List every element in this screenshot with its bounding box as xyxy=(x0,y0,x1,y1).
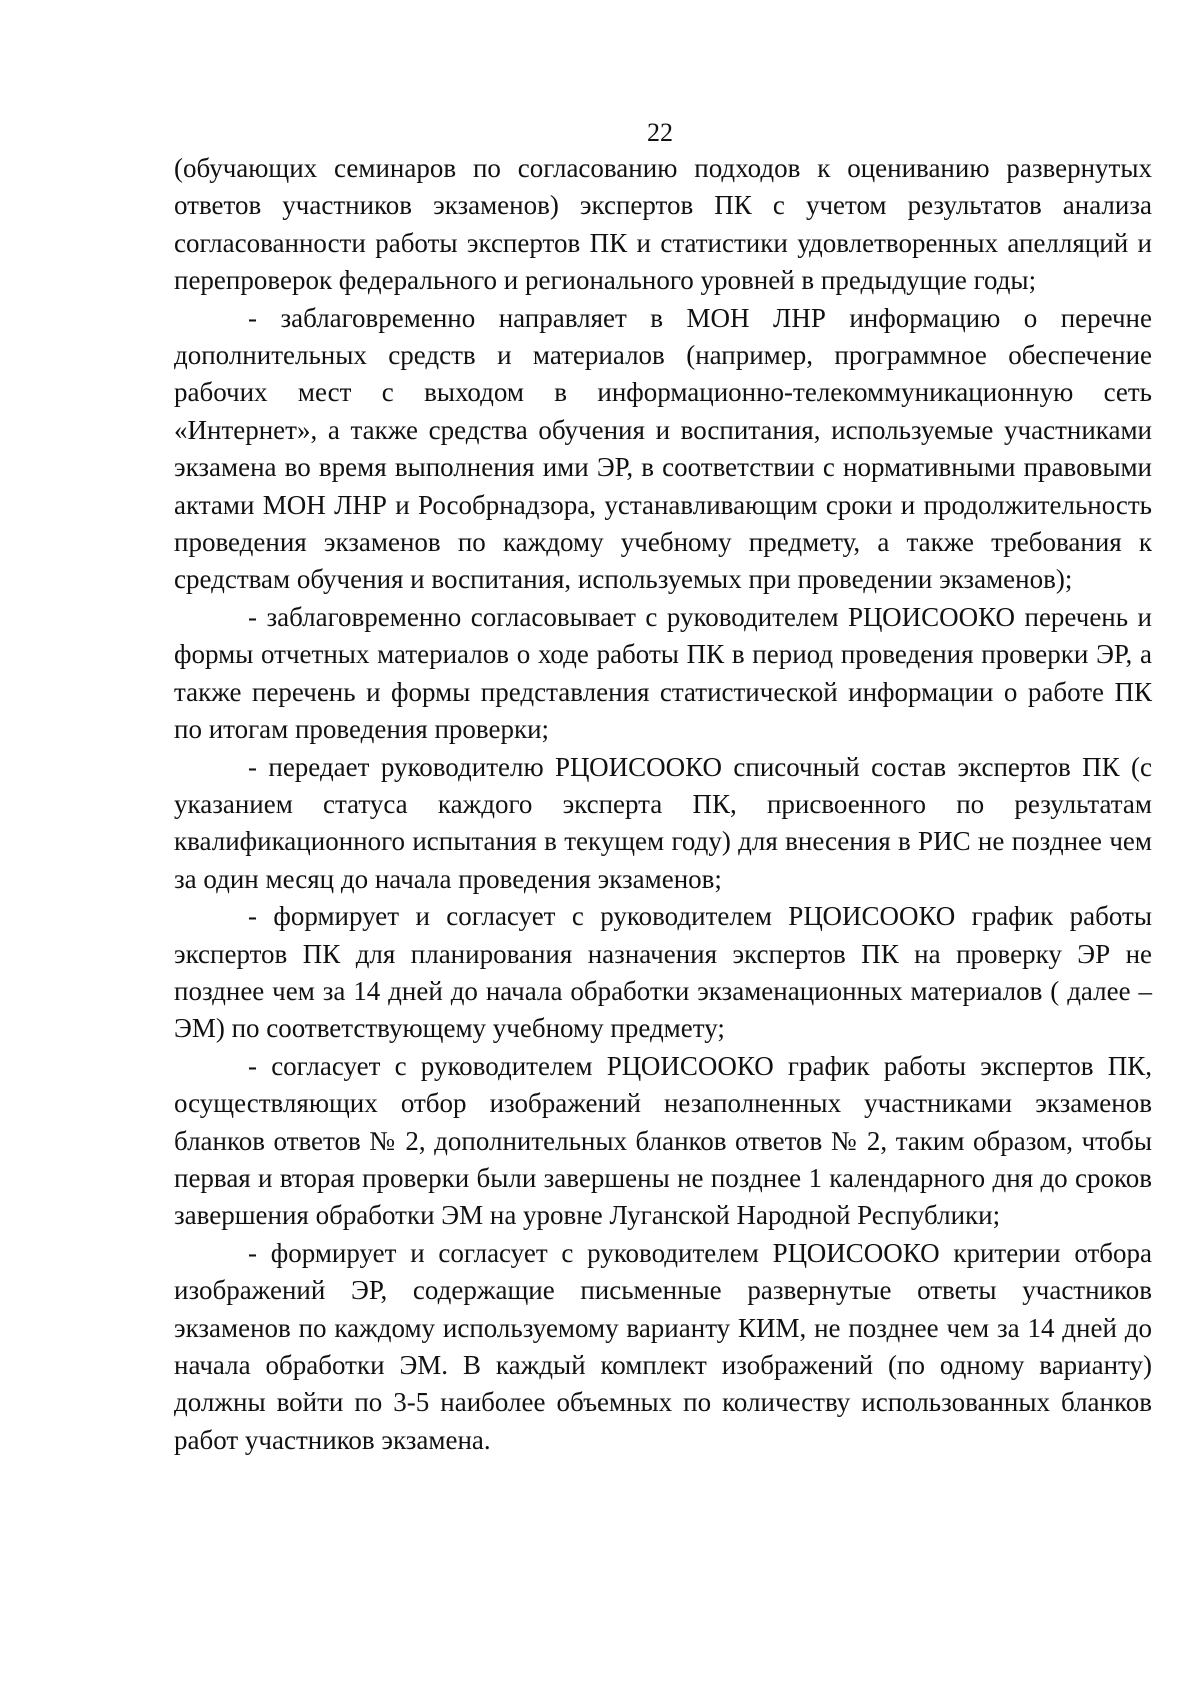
document-body xyxy=(174,150,1152,1459)
paragraph-report-forms: - заблаговременно согласовывает с руководителем РЦОИСООКО перечень и формы отчетных материалов о ходе работы ПК в период проведения проверки ЭР, а также перечень и формы представления статистической информации о работе ПК по итогам проведения проверки; xyxy=(174,601,1152,745)
paragraph-expert-list: - передает руководителю РЦОИСООКО списочный состав экспертов ПК (с указанием статуса каждого эксперта ПК, присвоенного по результатам квалификационного испытания в текущем году) для внесения в РИС не позднее чем за один месяц до начала проведения экзаменов; xyxy=(174,751,1152,894)
page-number: 22 xyxy=(647,118,673,147)
paragraph-work-schedule: - формирует и согласует с руководителем РЦОИСООКО график работы экспертов ПК для планирования назначения экспертов ПК на проверку ЭР не позднее чем за 14 дней до начала обработки экзаменационных материалов ( далее – ЭМ) по соответствующему учебному предмету; xyxy=(174,901,1152,1044)
paragraph-continuation: (обучающих семинаров по согласованию подходов к оцениванию развернутых ответов участников экзаменов) экспертов ПК с учетом результатов анализа согласованности работы экспертов ПК и статистики удовлетворенных апелляций и перепроверок федерального и регионального уровней в предыдущие годы; xyxy=(174,153,1152,296)
paragraph-selection-criteria: - формирует и согласует с руководителем РЦОИСООКО критерии отбора изображений ЭР, содержащие письменные развернутые ответы участников экзаменов по каждому используемому варианту КИМ, не позднее чем за 14 дней до начала обработки ЭМ. В каждый комплект изображений (по одному варианту) должны войти по 3-5 наиболее объемных по количеству использованных бланков работ участников экзамена. xyxy=(174,1237,1152,1455)
paragraph-additional-materials: - заблаговременно направляет в МОН ЛНР информацию о перечне дополнительных средств и материалов (например, программное обеспечение рабочих мест с выходом в информационно-телекоммуникационную сеть «Интернет», а также средства обучения и воспитания, используемые участниками экзамена во время выполнения ими ЭР, в соответствии с нормативными правовыми актами МОН ЛНР и Рособрнадзора, устанавливающим сроки и продолжительность проведения экзаменов по каждому учебному предмету, а также требования к средствам обучения и воспитания, используемых при проведении экзаменов); xyxy=(174,302,1152,595)
paragraph-blank-selection-schedule: - согласует с руководителем РЦОИСООКО график работы экспертов ПК, осуществляющих отбор изображений незаполненных участниками экзаменов бланков ответов № 2, дополнительных бланков ответов № 2, таким образом, чтобы первая и вторая проверки были завершены не позднее 1 календарного дня до сроков завершения обработки ЭМ на уровне Луганской Народной Республики; xyxy=(174,1050,1152,1231)
